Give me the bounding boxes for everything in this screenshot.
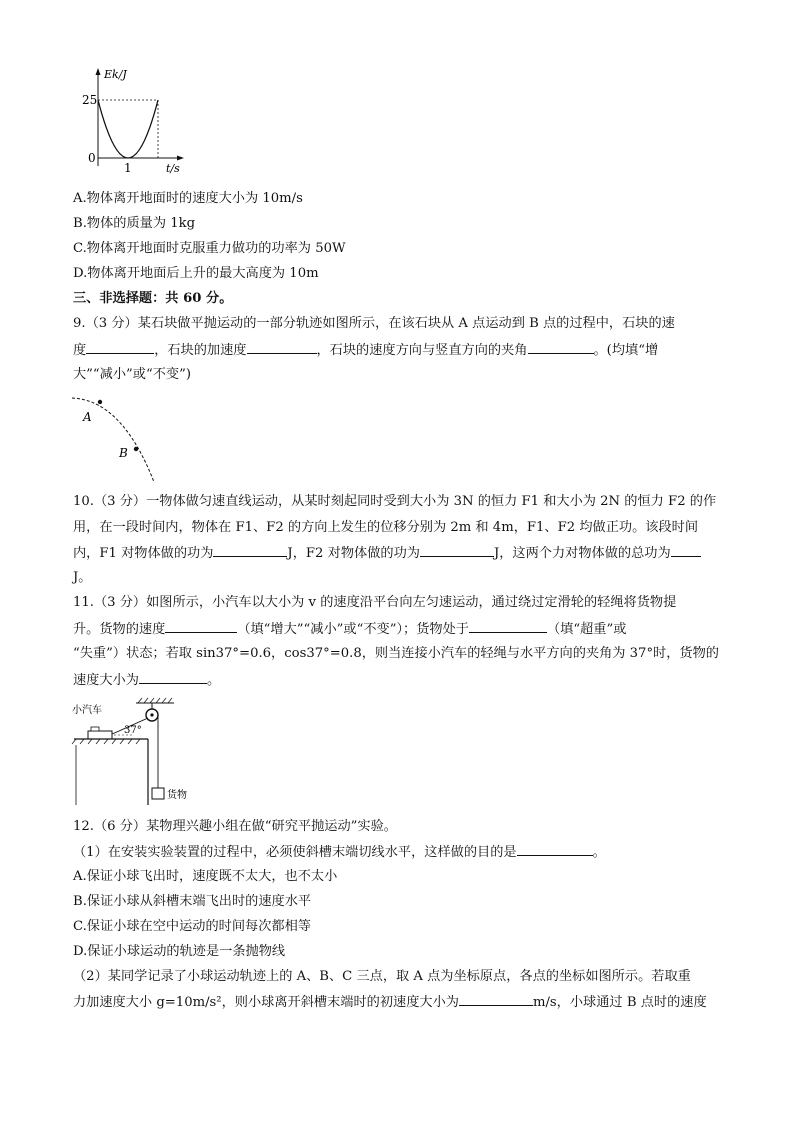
q9-blank-acceleration[interactable] [247,341,317,354]
q12-text-c: 力加速度大小 g=10m/s²，则小球离开斜槽末端时的初速度大小为 [73,995,459,1010]
energy-curve [98,100,158,158]
x-axis-arrow [177,156,184,161]
q10-line-4: J。 [73,570,92,585]
q9-blank-angle[interactable] [528,341,594,354]
q10-line-1: 10.（3 分）一物体做匀速直线运动，从某时刻起同时受到大小为 3N 的恒力 F1 和大小为 2N 的恒力 F2 的作 [73,494,717,509]
origin-label: 0 [88,151,96,165]
pulley-figure [70,695,210,807]
q10-text-a: 内，F1 对物体做的功为 [73,546,214,561]
q11-text-b: （填“增大”“减小”或“不变”）；货物处于 [237,622,469,637]
y-axis-arrow [96,68,101,75]
q9-text-a: 度 [73,343,87,358]
q12-text-b: 。 [592,845,606,860]
point-b-label: B [119,446,128,460]
q12-blank-initial-speed[interactable] [459,993,533,1006]
q8-option-a: A.物体离开地面时的速度大小为 10m/s [73,191,303,206]
q9-line-1: 9.（3 分）某石块做平抛运动的一部分轨迹如图所示，在该石块从 A 点运动到 B 点的过程中，石块的速 [73,316,675,331]
q12-option-d: D.保证小球运动的轨迹是一条抛物线 [73,944,286,959]
y-axis-label: Ek/J [104,68,127,81]
q11-blank-cargo-speed[interactable] [165,620,237,633]
q11-line-4 [73,671,220,690]
angle-label: 37° [124,725,142,736]
q11-text-e: 。 [206,673,221,688]
q9-text-b: ，石块的加速度 [154,343,247,358]
trajectory-figure [70,392,160,484]
q11-text-a: 升。货物的速度 [73,622,166,637]
q12-text-a: （1）在安装实验装置的过程中，必须使斜槽末端切线水平，这样做的目的是 [73,845,517,860]
q10-text-c: J，这两个力对物体做的总功为 [493,546,671,561]
y-tick-25: 25 [82,93,98,107]
car [88,731,112,739]
q9-text-c: ，石块的速度方向与竖直方向的夹角 [316,343,528,358]
x-axis-label: t/s [166,162,180,175]
ceiling-hatch [138,698,172,703]
q12-blank-purpose[interactable] [517,843,593,856]
q8-option-c: C.物体离开地面时克服重力做功的功率为 50W [73,241,346,256]
q12-text-d: m/s，小球通过 B 点时的速度 [532,995,707,1010]
point-b [134,447,138,451]
q10-line-3 [73,544,701,563]
q12-option-a: A.保证小球飞出时，速度既不太大，也不太小 [73,869,338,884]
q9-blank-speed[interactable] [86,341,154,354]
q12-line-4 [73,993,707,1012]
q11-text-d: 速度大小为 [73,673,139,688]
q11-line-1: 11.（3 分）如图所示，小汽车以大小为 v 的速度沿平台向左匀速运动，通过绕过定滑轮的轻绳将货物提 [73,595,677,610]
q9-text-d: 。(均填“增 [593,343,659,358]
x-tick-1: 1 [124,161,132,175]
section-title: 三、非选择题：共 60 分。 [73,291,233,306]
q12-option-c: C.保证小球在空中运动的时间每次都相等 [73,919,311,934]
car-label: 小汽车 [72,705,102,716]
point-a [98,400,102,404]
q12-line-1: 12.（6 分）某物理兴趣小组在做“研究平抛运动”实验。 [73,819,397,834]
pulley-axle [150,713,153,716]
cargo-label: 货物 [167,790,187,801]
cargo-box [152,788,164,799]
car-cabin [91,727,99,731]
q11-blank-state[interactable] [469,620,547,633]
q12-option-b: B.保证小球从斜槽末端飞出时的速度水平 [73,894,312,909]
q10-blank-total-work[interactable] [671,544,701,557]
q11-line-2 [73,620,626,639]
q11-text-c: （填“超重”或 [546,622,627,637]
q10-blank-f1-work[interactable] [213,544,287,557]
q12-line-3: （2）某同学记录了小球运动轨迹上的 A、B、C 三点，取 A 点为坐标原点，各点的坐标如图所示。若取重 [73,969,691,984]
q8-option-d: D.物体离开地面后上升的最大高度为 10m [73,266,319,281]
q11-blank-cargo-velocity[interactable] [139,671,207,684]
energy-time-graph [80,66,185,176]
platform-hatch [72,739,140,744]
q9-line-2 [73,341,658,360]
q10-blank-f2-work[interactable] [420,544,494,557]
q11-line-3: “失重”）状态；若取 sin37°=0.6，cos37°=0.8，则当连接小汽车的轻绳与水平方向的夹角为 37°时，货物的 [73,646,719,661]
q9-line-3: 大”“减小”或“不变”) [73,367,191,382]
point-a-label: A [83,410,92,424]
q8-option-b: B.物体的质量为 1kg [73,216,196,231]
q12-line-2 [73,843,606,862]
q10-line-2: 用，在一段时间内，物体在 F1、F2 的方向上发生的位移分别为 2m 和 4m，F1、F2 均做正功。该段时间 [73,520,699,535]
q10-text-b: J，F2 对物体做的功为 [287,546,420,561]
